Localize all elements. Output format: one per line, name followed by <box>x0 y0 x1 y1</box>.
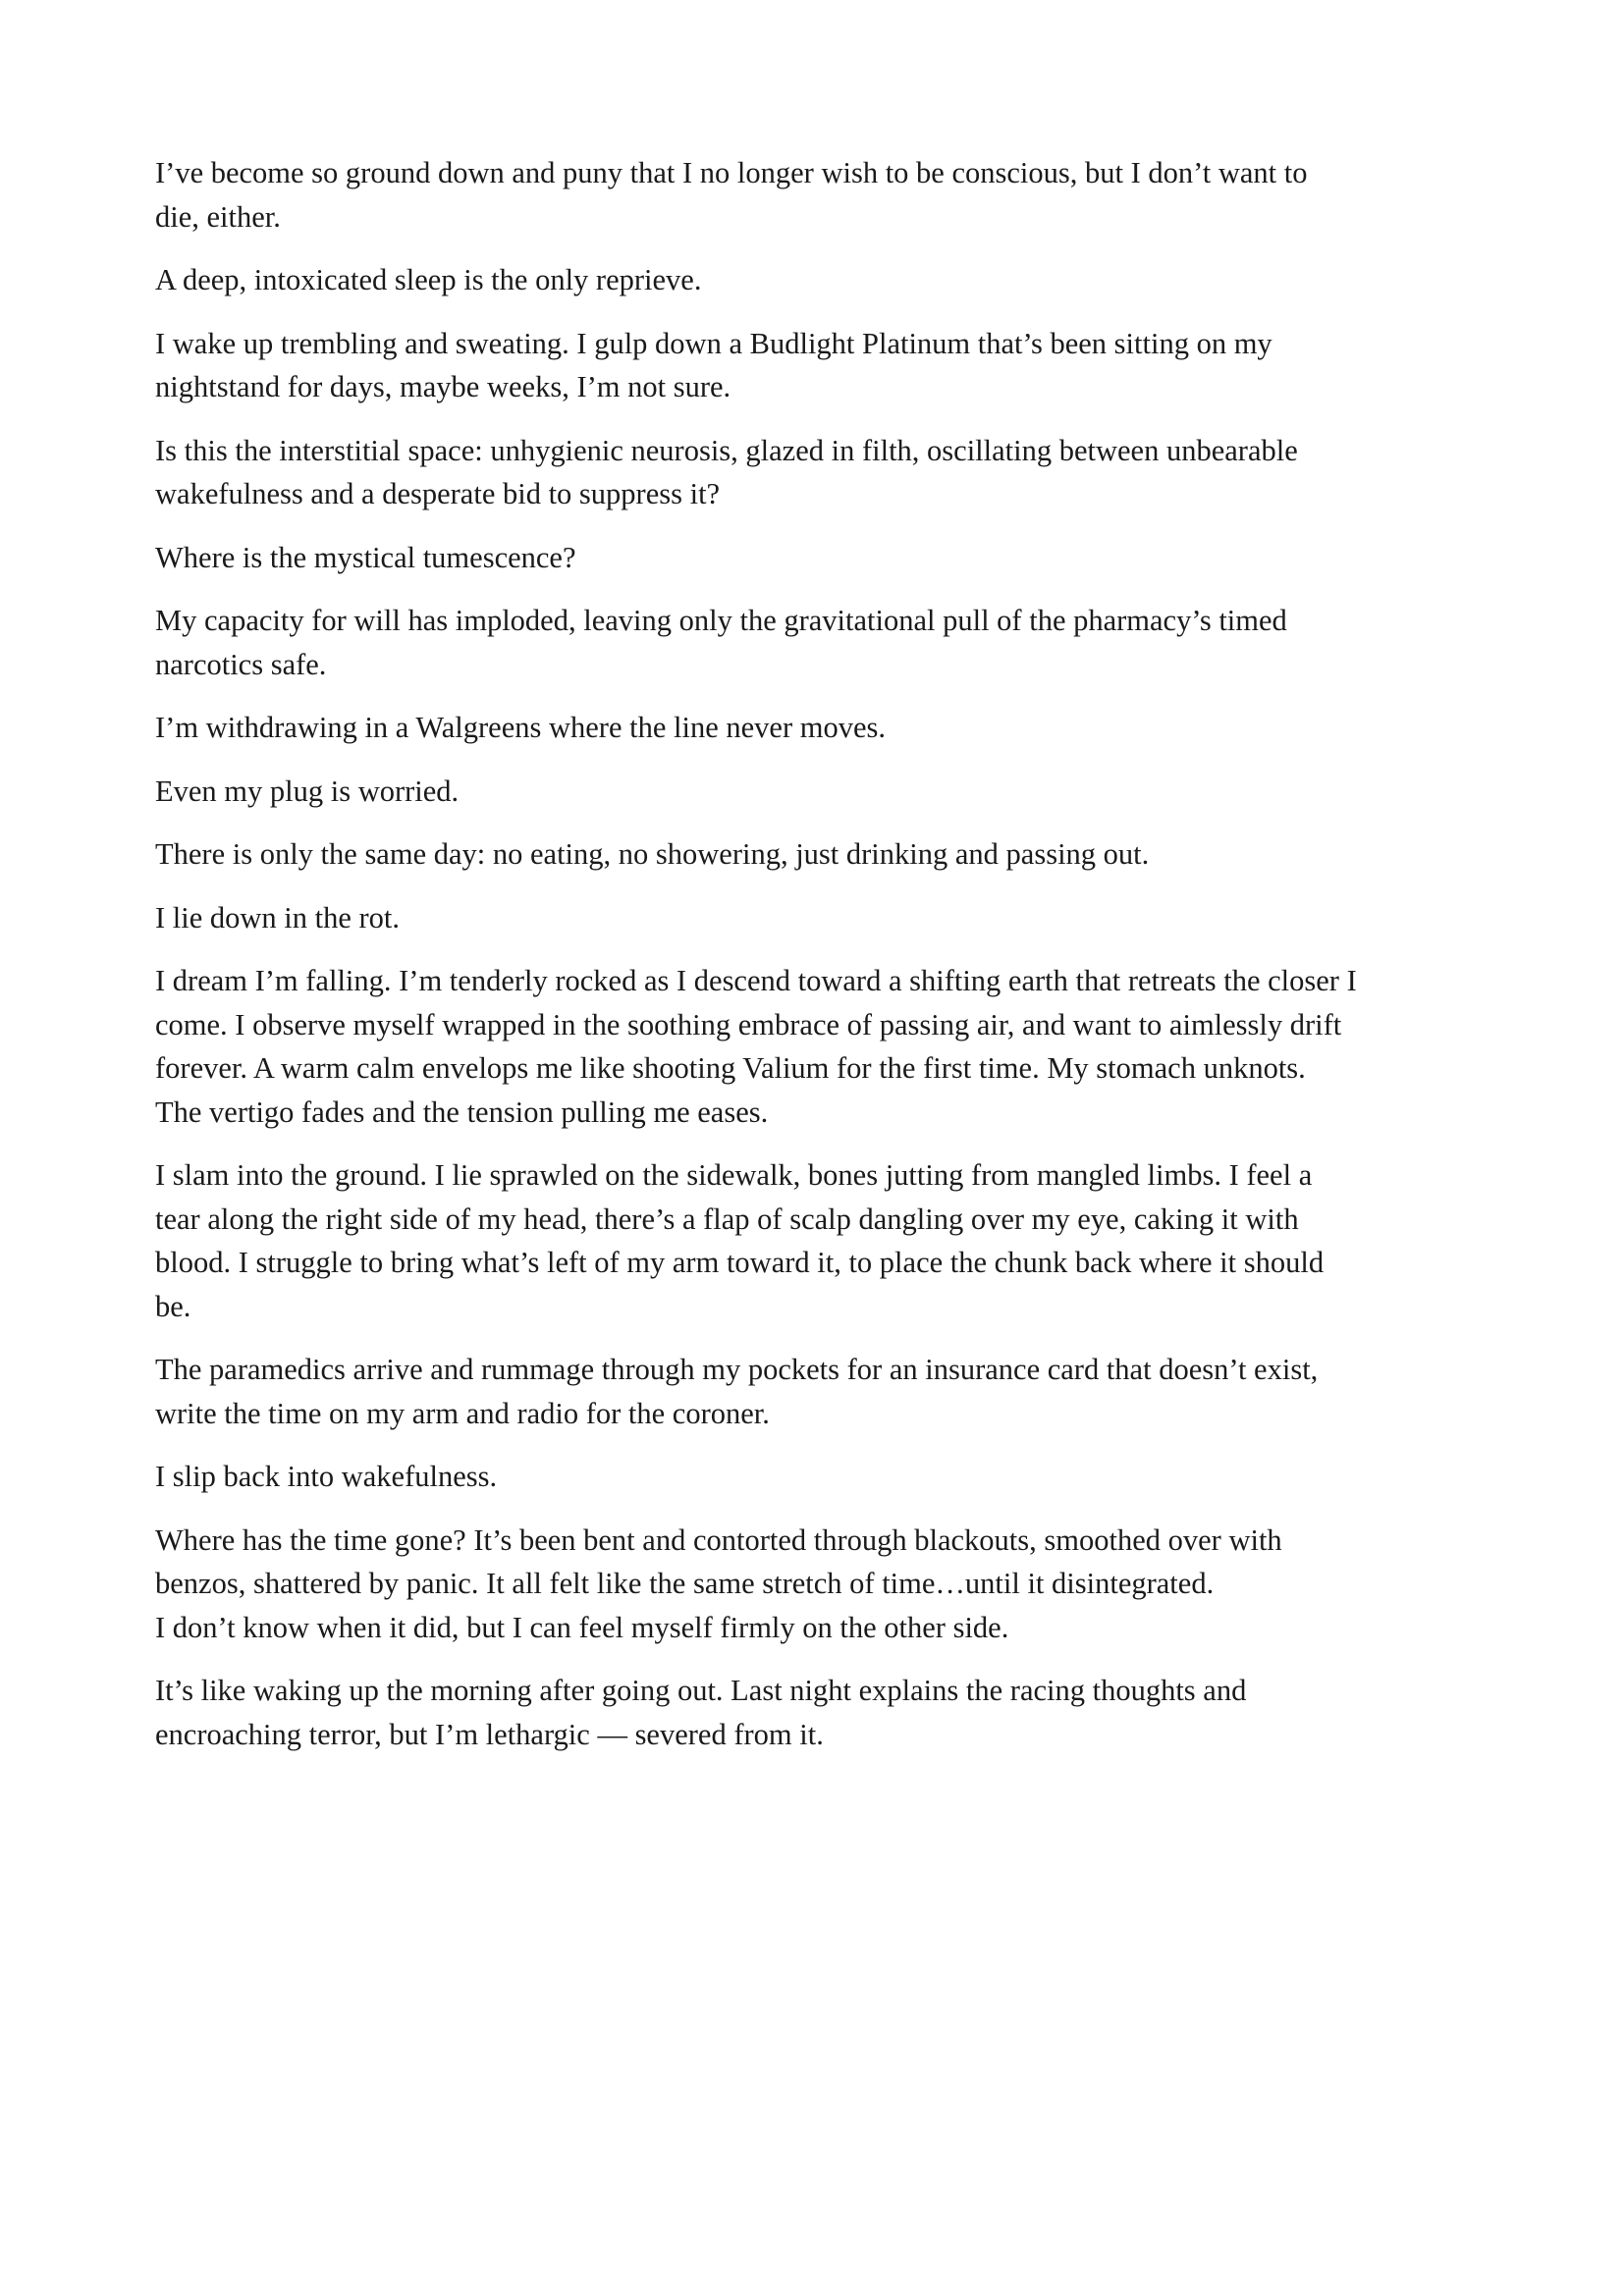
paragraph-14: I slip back into wakefulness. <box>155 1460 498 1493</box>
paragraph-8: Even my plug is worried. <box>155 774 460 808</box>
paragraph-5: Where is the mystical tumescence? <box>155 540 576 574</box>
paragraph-3: I wake up trembling and sweating. I gulp down a Budlight Platinum that’s been sitting on my nightstand for days, maybe weeks, I’m not sure. <box>155 326 1272 403</box>
paragraph-16: It’s like waking up the morning after going out. Last night explains the racing thoughts and encroaching terror, but I’m lethargic — severed from it. <box>155 1674 1247 1751</box>
paragraph-6: My capacity for will has imploded, leaving only the gravitational pull of the pharmacy’s timed narcotics safe. <box>155 604 1287 681</box>
document-body <box>155 151 1490 1776</box>
paragraph-13: The paramedics arrive and rummage through my pockets for an insurance card that doesn’t exist, write the time on my arm and radio for the coroner. <box>155 1353 1319 1430</box>
paragraph-2: A deep, intoxicated sleep is the only reprieve. <box>155 263 702 296</box>
paragraph-7: I’m withdrawing in a Walgreens where the line never moves. <box>155 711 886 744</box>
paragraph-15: Where has the time gone? It’s been bent and contorted through blackouts, smoothed over with benzos, shattered by panic. It all felt like the same stretch of time…until it disintegrated. I don’t know when it did, but I can feel myself firmly on the other side. <box>155 1522 1282 1644</box>
paragraph-1: I’ve become so ground down and puny that I no longer wish to be conscious, but I don’t want to die, either. <box>155 156 1308 234</box>
paragraph-11: I dream I’m falling. I’m tenderly rocked as I descend toward a shifting earth that retreats the closer I come. I observe myself wrapped in the soothing embrace of passing air, and want to aimlessly drift forever. A warm calm envelops me like shooting Valium for the first time. My stomach unknots. The vertigo fades and the tension pulling me eases. <box>155 964 1357 1129</box>
paragraph-4: Is this the interstitial space: unhygienic neurosis, glazed in filth, oscillating between unbearable wakefulness and a desperate bid to suppress it? <box>155 433 1298 510</box>
paragraph-9: There is only the same day: no eating, no showering, just drinking and passing out. <box>155 837 1150 871</box>
paragraph-10: I lie down in the rot. <box>155 900 401 934</box>
paragraph-12: I slam into the ground. I lie sprawled on the sidewalk, bones jutting from mangled limbs. I feel a tear along the right side of my head, there’s a flap of scalp dangling over my eye, caking it with blood. I struggle to bring what’s left of my arm toward it, to place the chunk back where it should be. <box>155 1158 1325 1323</box>
